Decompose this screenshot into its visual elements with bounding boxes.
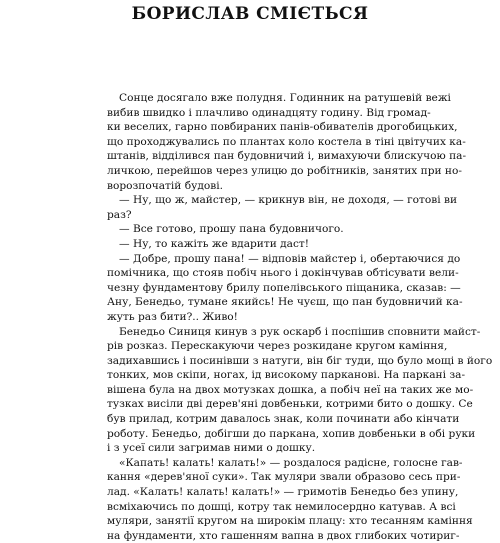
text-line: помічника, що стояв побіч нього і докінчував обтісувати вели- (107, 267, 459, 280)
text-line: ворозпочатій будові. (107, 179, 223, 192)
text-line: — Ну, що ж, майстер, — крикнув він, не доходя, — готові ви (119, 194, 458, 207)
text-line: був прилад, котрим давалось знак, коли починати або кінчати (107, 413, 460, 426)
text-line: жуть раз бити?.. Живо! (107, 310, 238, 323)
text-line: «Капать! калать! калать!» — роздалося радісне, голосне гав- (119, 456, 463, 469)
text-line: штанів, відділився пан будовничий і, вимахуючи блискучою па- (107, 150, 467, 163)
text-line: вибив швидко і плачливо одинадцяту годину. Від громад- (107, 106, 431, 119)
text-line: і з усеї сили загримав ними о дошку. (107, 442, 316, 455)
text-line: — Ну, то кажіть же вдарити даст! (119, 237, 310, 250)
text-line: личкою, перейшов через улицю до робітників, занятих при но- (107, 164, 462, 177)
text-line: тонких, мов скіпи, ногах, ід високому парканові. На паркані за- (107, 369, 466, 382)
text-line: рів розказ. Перескакуючи через розкидане кругом каміння, (107, 340, 448, 353)
text-line: всміхаючись по дошці, котру так немилосердно катував. А всі (107, 500, 456, 513)
body-text (107, 91, 493, 543)
text-line: що проходжувались по плантах коло костела в тіні цвітучих ка- (107, 135, 466, 148)
text-line: Бенедьо Синиця кинув з рук оскарб і поспішив сповнити майст- (119, 325, 481, 338)
text-line: вішена була на двох мотузках дошка, а побіч неї на таких же мо- (107, 383, 474, 396)
text-line: раз? (107, 208, 132, 221)
text-line: тузках висіли дві дерев'яні довбеньки, котрими бито о дошку. Се (107, 398, 473, 411)
text-line: чезну фундаментову брилу попелівського піщаника, сказав: — (107, 281, 461, 294)
chapter-title: БОРИСЛАВ СМІЄТЬСЯ (131, 4, 369, 24)
text-line: Сонце досягало вже полудня. Годинник на ратушевій вежі (119, 92, 451, 104)
text-line: ки веселих, гарно повбираних панів-обивателів дрогобицьких, (107, 121, 458, 134)
text-line: — Добре, прошу пана! — відповів майстер і, обертаючися до (119, 252, 461, 265)
text-line: муляри, занятії кругом на широкім плацу: хто тесанням каміння (107, 515, 473, 528)
text-line: кання «дерев'яної суки». Так муляри звали образово сесь при- (107, 471, 461, 484)
text-line: задихавшись і посинівши з натуги, він біг туди, що було мощі в його (107, 354, 493, 367)
text-line: Ану, Бенедьо, тумане якийсь! Не чуєш, що пан будовничий ка- (107, 296, 463, 309)
text-line: роботу. Бенедьо, добігши до паркана, хопив довбеньки в обі руки (107, 427, 476, 440)
text-line: — Все готово, прошу пана будовничого. (119, 223, 344, 236)
text-line: на фундаменти, хто гашенням вапна в двох глибоких чотириг- (107, 529, 460, 542)
text-line: лад. «Калать! калать! калать!» — гримотів Бенедьо без упину, (107, 486, 459, 499)
